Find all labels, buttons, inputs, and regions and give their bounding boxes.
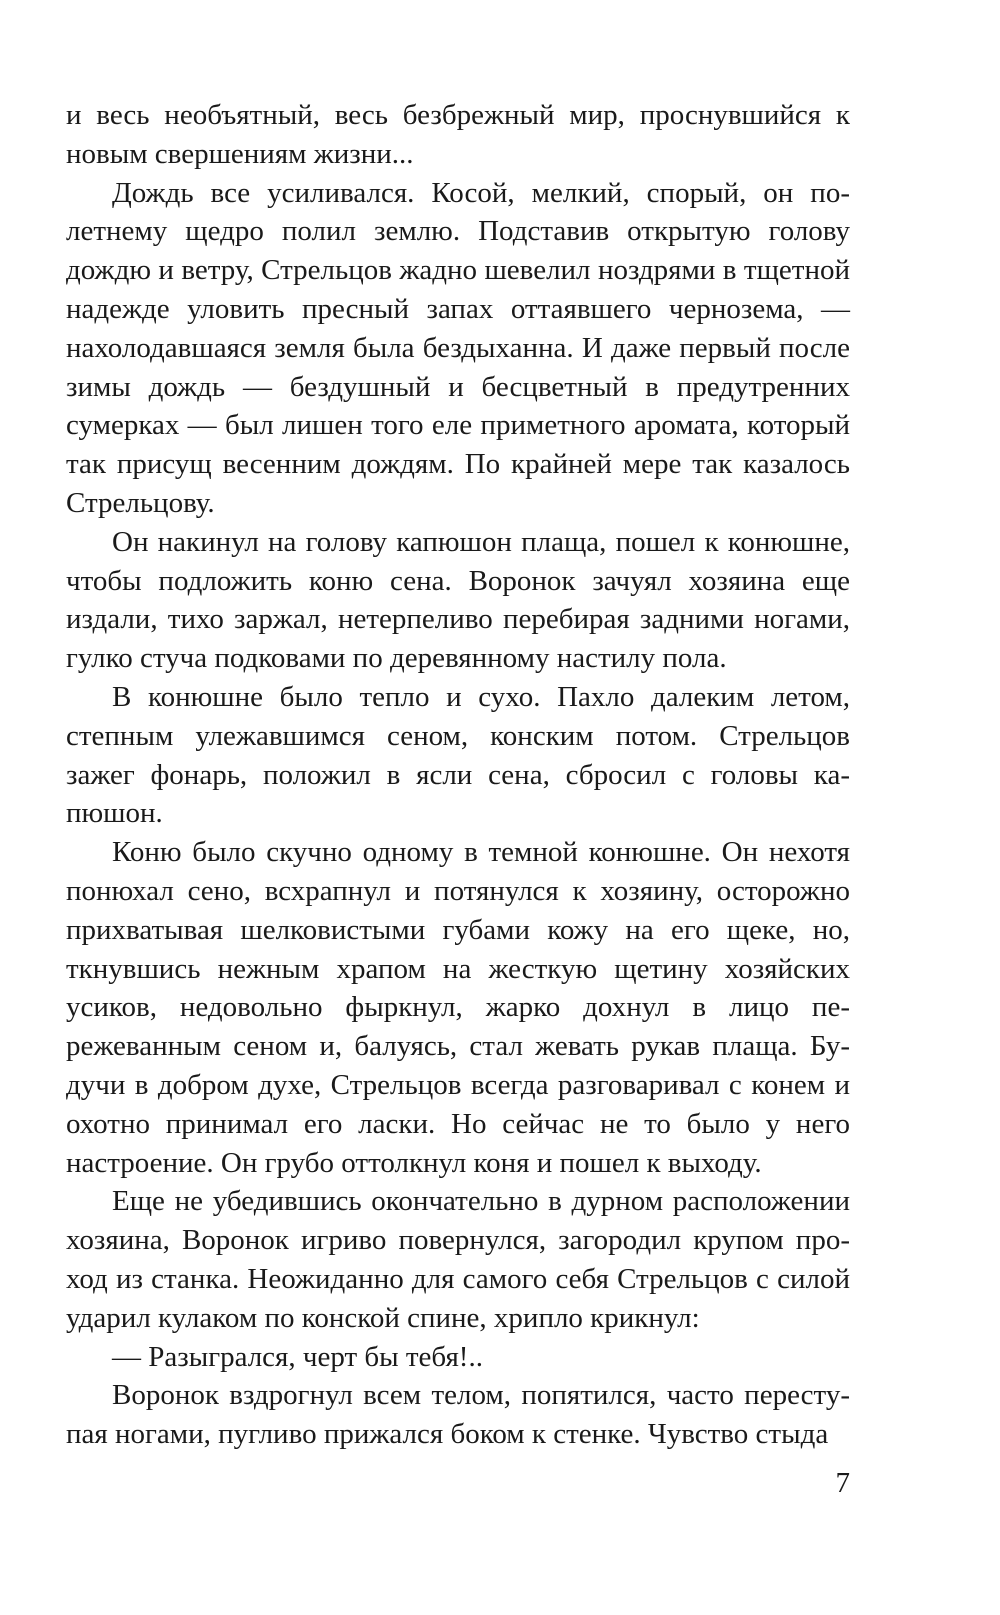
paragraph-3: Он накинул на голову капюшон плаща, пошел к конюшне, чтобы подложить коню сена. Воронок зачуял хозяина еще издали, тихо заржал, нетерпеливо перебирая задними ногами, гулко стуча подковами по деревянному настилу пола. xyxy=(66,525,850,675)
paragraph-6: Еще не убедившись окончательно в дурном расположении хозяина, Воронок игриво повернулся, загородил крупом проход из станка. Неожиданно для самого себя Стрельцов с силой ударил кулаком по конской спине, хрипло крикнул: xyxy=(66,1185,850,1334)
paragraph-4: В конюшне было тепло и сухо. Пахло далеким летом, степным улежавшимся сеном, конским потом. Стрельцов зажег фонарь, положил в ясли сена, сбросил с головы капюшон. xyxy=(66,680,850,830)
page-number: 7 xyxy=(835,1467,850,1499)
paragraph-7: — Разыгрался, черт бы тебя!.. xyxy=(112,1340,483,1373)
paragraph-5: Коню было скучно одному в темной конюшне. Он нехотя понюхал сено, всхрапнул и потянулся к хозяину, осторожно прихватывая шелковистыми губами кожу на его щеке, но, ткнувшись нежным храпом на жесткую щетину хозяйских усиков, недовольно фыркнул, жарко дохнул в лицо пережеванным сеном и, балуясь, стал жевать рукав плаща. Будучи в добром духе, Стрельцов всегда разговаривал с конем и охотно принимал его ласки. Но сейчас не то было у него настроение. Он грубо оттолкнул коня и пошел к выходу. xyxy=(66,836,850,1179)
paragraph-2: Дождь все усиливался. Косой, мелкий, спорый, он полетнему щедро полил землю. Подставив открытую голову дождю и ветру, Стрельцов жадно шевелил ноздрями в тщетной надежде уловить пресный запах оттаявшего чернозема, — нахолодавшаяся земля была бездыханна. И даже первый после зимы дождь — бездушный и бесцветный в предутренних сумерках — был лишен того еле приметного аромата, который так присущ весенним дождям. По крайней мере так казалось Стрельцову. xyxy=(66,176,850,519)
paragraph-8: Воронок вздрогнул всем телом, попятился, часто переступая ногами, пугливо прижался боком к стенке. Чувство стыда xyxy=(66,1379,850,1451)
book-page xyxy=(66,96,850,1454)
paragraph-1: и весь необъятный, весь безбрежный мир, проснувшийся к новым свершениям жизни... xyxy=(66,99,850,170)
